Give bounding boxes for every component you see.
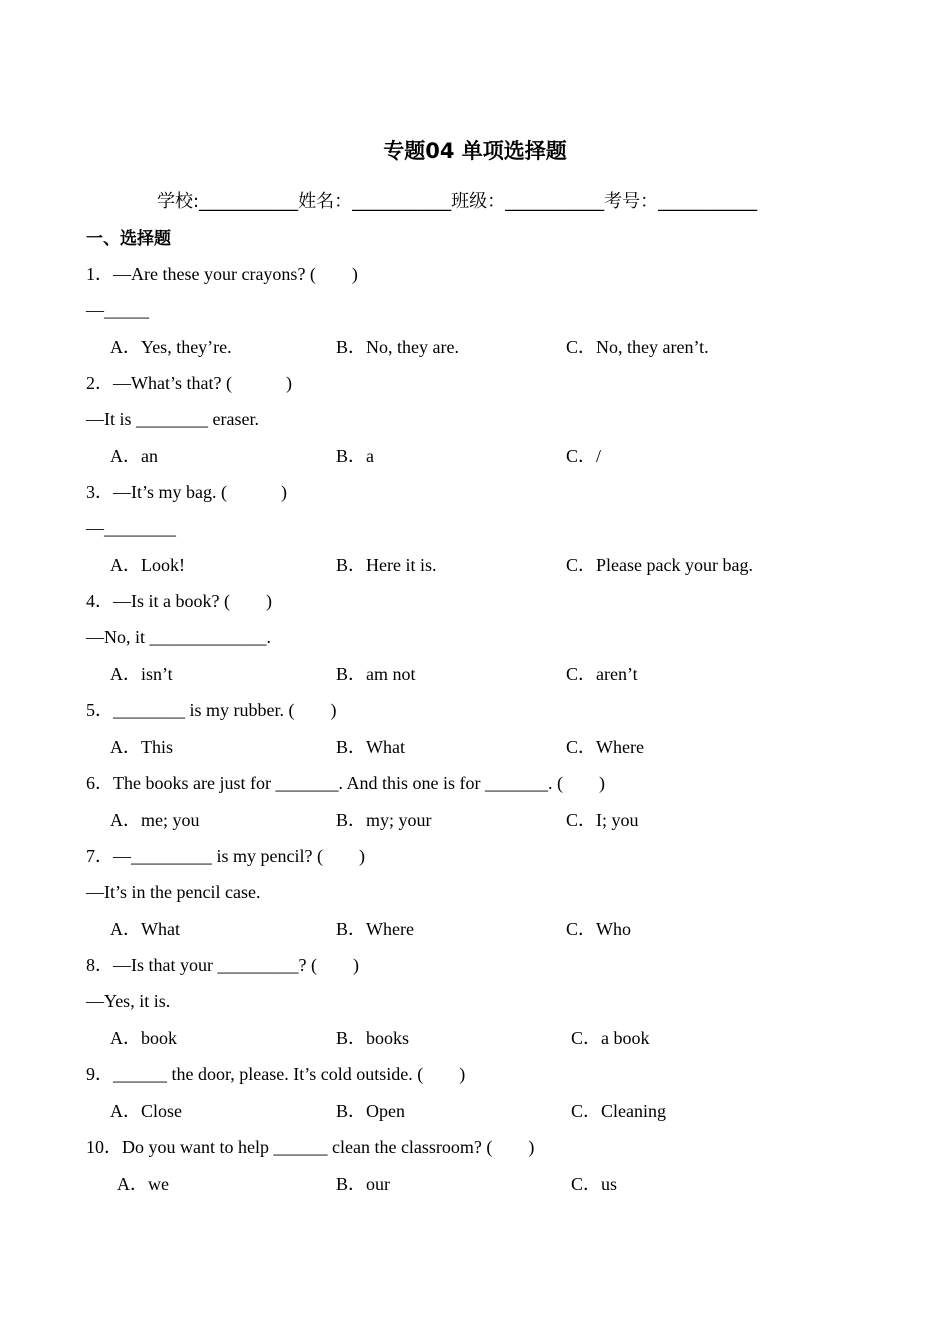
question-2-answer-line: —It is ________ eraser. xyxy=(86,409,259,429)
question-10-stem: 10．Do you want to help ______ clean the classroom? ( ) xyxy=(86,1137,535,1157)
student-info-line: 学校:___________姓名：___________班级：___________考号：___________ xyxy=(157,191,758,212)
question-4-stem: 4．—Is it a book? ( ) xyxy=(86,591,272,611)
question-2-option-c: C．/ xyxy=(566,446,602,466)
question-7-option-a: A．What xyxy=(110,919,180,939)
question-4-answer-line: —No, it _____________. xyxy=(86,627,272,647)
question-4-option-a: A．isn’t xyxy=(110,664,173,684)
question-3-option-a: A．Look! xyxy=(110,555,185,575)
question-6-stem: 6．The books are just for _______. And this one is for _______. ( ) xyxy=(86,773,605,793)
question-9-option-b: B．Open xyxy=(336,1101,405,1121)
question-7-stem: 7．—_________ is my pencil? ( ) xyxy=(86,846,365,866)
question-8-option-c: C．a book xyxy=(571,1028,650,1048)
question-5-option-c: C．Where xyxy=(566,737,644,757)
question-5-option-b: B．What xyxy=(336,737,405,757)
question-3-option-b: B．Here it is. xyxy=(336,555,437,575)
question-1-answer-line: —_____ xyxy=(86,300,149,320)
question-10-option-a: A．we xyxy=(117,1174,169,1194)
question-7-option-b: B．Where xyxy=(336,919,414,939)
question-3-option-c: C．Please pack your bag. xyxy=(566,555,753,575)
question-6-option-a: A．me; you xyxy=(110,810,200,830)
question-8-answer-line: —Yes, it is. xyxy=(86,991,171,1011)
question-4-option-c: C．aren’t xyxy=(566,664,638,684)
question-7-option-c: C．Who xyxy=(566,919,631,939)
question-7-answer-line: —It’s in the pencil case. xyxy=(86,882,261,902)
question-4-option-b: B．am not xyxy=(336,664,416,684)
question-1-stem: 1．—Are these your crayons? ( ) xyxy=(86,264,358,284)
question-8-option-b: B．books xyxy=(336,1028,410,1048)
question-2-option-a: A．an xyxy=(110,446,158,466)
section-heading: 一、选择题 xyxy=(86,229,171,249)
question-6-option-c: C．I; you xyxy=(566,810,639,830)
question-9-option-a: A．Close xyxy=(110,1101,182,1121)
question-2-option-b: B．a xyxy=(336,446,374,466)
question-2-stem: 2．—What’s that? ( ) xyxy=(86,373,292,393)
question-1-option-c: C．No, they aren’t. xyxy=(566,337,709,357)
question-3-answer-line: —________ xyxy=(86,518,176,538)
question-10-option-b: B．our xyxy=(336,1174,390,1194)
question-9-option-c: C．Cleaning xyxy=(571,1101,666,1121)
question-10-option-c: C．us xyxy=(571,1174,618,1194)
question-8-option-a: A．book xyxy=(110,1028,177,1048)
question-5-option-a: A．This xyxy=(110,737,173,757)
question-6-option-b: B．my; your xyxy=(336,810,432,830)
question-1-option-a: A．Yes, they’re. xyxy=(110,337,232,357)
page-title: 专题04 单项选择题 xyxy=(383,139,567,163)
question-8-stem: 8．—Is that your _________? ( ) xyxy=(86,955,359,975)
question-5-stem: 5．________ is my rubber. ( ) xyxy=(86,700,337,720)
question-9-stem: 9．______ the door, please. It’s cold outside. ( ) xyxy=(86,1064,466,1084)
question-3-stem: 3．—It’s my bag. ( ) xyxy=(86,482,287,502)
question-1-option-b: B．No, they are. xyxy=(336,337,459,357)
